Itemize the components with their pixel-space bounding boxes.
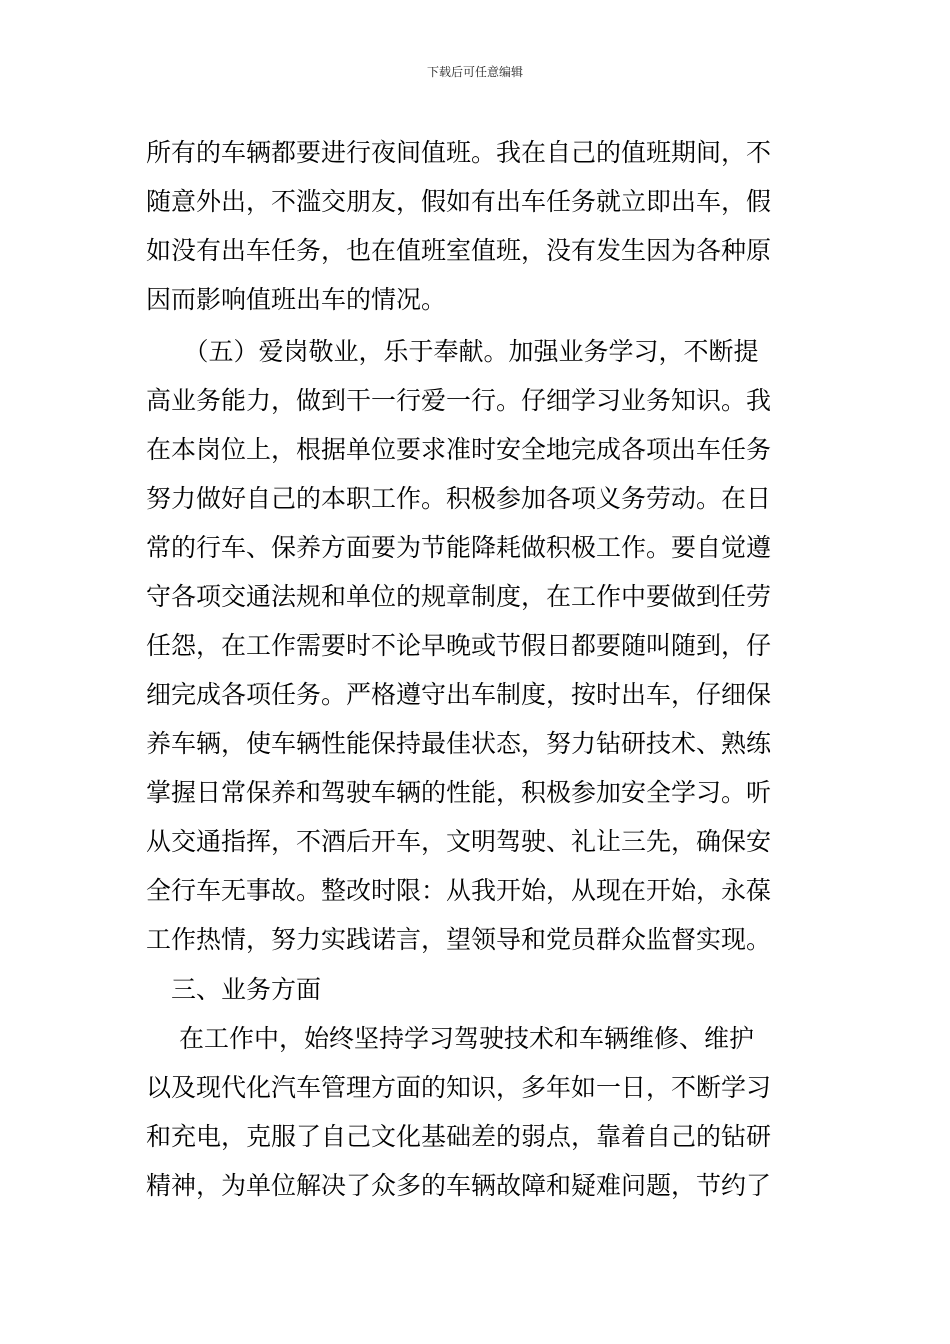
text-line: 工作热情，努力实践诺言，望领导和党员群众监督实现。 <box>146 925 772 954</box>
page-header: 下载后可任意编辑 <box>426 65 523 79</box>
text-line: 努力做好自己的本职工作。积极参加各项义务劳动。在日 <box>146 484 772 513</box>
text-line: 高业务能力，做到干一行爱一行。仔细学习业务知识。我 <box>146 386 772 415</box>
document-body <box>146 128 808 1210</box>
section-heading: 三、业务方面 <box>146 975 322 1004</box>
text-line: 从交通指挥，不酒后开车，文明驾驶、礼让三先，确保安 <box>146 827 772 856</box>
text-line: 和充电，克服了自己文化基础差的弱点，靠着自己的钻研 <box>146 1122 772 1151</box>
text-line: 全行车无事故。整改时限：从我开始，从现在开始，永葆 <box>146 876 772 905</box>
text-line: 任怨，在工作需要时不论早晚或节假日都要随叫随到，仔 <box>146 631 772 660</box>
text-line: 在工作中，始终坚持学习驾驶技术和车辆维修、维护 <box>146 1024 754 1053</box>
text-line: 所有的车辆都要进行夜间值班。我在自己的值班期间，不 <box>146 138 772 167</box>
text-line: （五）爱岗敬业，乐于奉献。加强业务学习，不断提 <box>146 337 759 366</box>
text-line: 养车辆，使车辆性能保持最佳状态，努力钻研技术、熟练 <box>146 729 772 758</box>
text-line: 精神，为单位解决了众多的车辆故障和疑难问题，节约了 <box>146 1171 772 1200</box>
text-line: 细完成各项任务。严格遵守出车制度，按时出车，仔细保 <box>146 680 772 709</box>
text-line: 因而影响值班出车的情况。 <box>146 285 447 314</box>
text-line: 掌握日常保养和驾驶车辆的性能，积极参加安全学习。听 <box>146 778 772 807</box>
text-line: 如没有出车任务，也在值班室值班，没有发生因为各种原 <box>146 236 772 265</box>
text-line: 随意外出，不滥交朋友，假如有出车任务就立即出车，假 <box>146 187 772 216</box>
text-line: 在本岗位上，根据单位要求准时安全地完成各项出车任务 <box>146 435 772 464</box>
text-line: 常的行车、保养方面要为节能降耗做积极工作。要自觉遵 <box>146 533 772 562</box>
text-line: 守各项交通法规和单位的规章制度，在工作中要做到任劳 <box>146 582 772 611</box>
text-line: 以及现代化汽车管理方面的知识，多年如一日，不断学习 <box>146 1073 772 1102</box>
